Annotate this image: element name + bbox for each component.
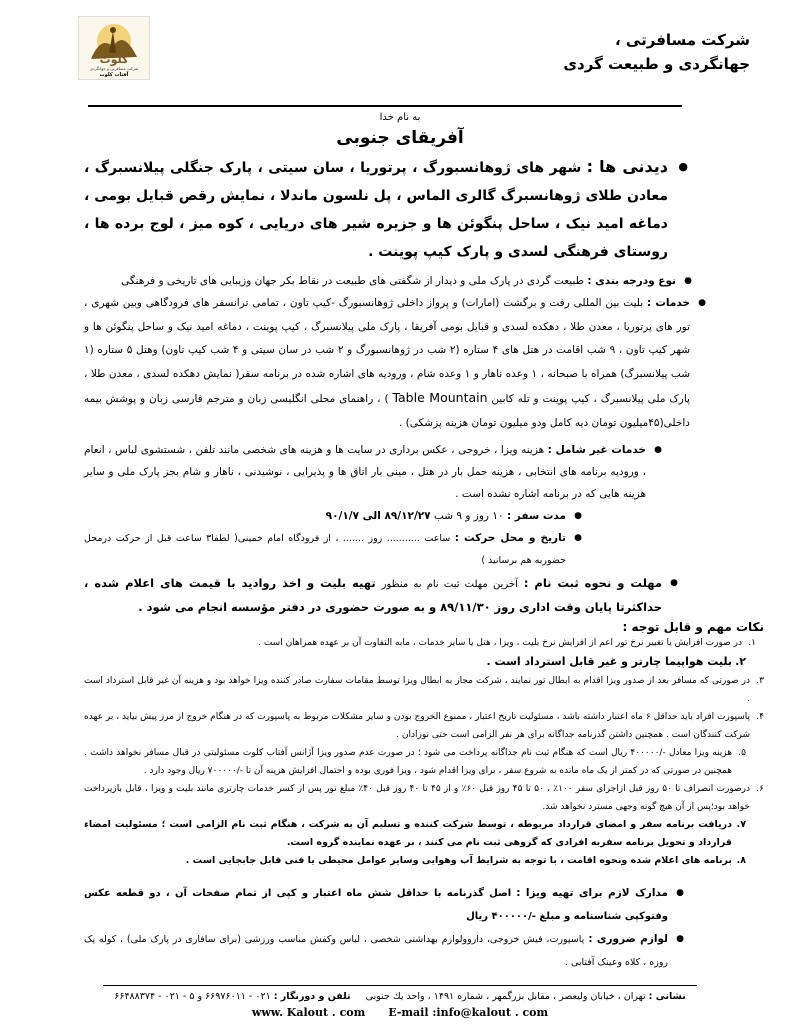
address-label: نشانی : — [648, 991, 686, 1002]
note-item — [84, 852, 746, 870]
duration-label: مدت سفر : — [506, 510, 566, 522]
phone-label: تلفن و دورنگار : — [273, 991, 351, 1002]
duration-item — [84, 505, 584, 527]
page-footer — [0, 985, 800, 1021]
footer-contact — [0, 989, 800, 1005]
notes-title: نکات مهم و قابل توجه : — [622, 620, 764, 634]
note-number: ۷. — [736, 819, 746, 830]
document-body — [84, 153, 764, 974]
deadline-text: تهیه بلیت و اخذ روادید با قیمت های اعلام شده ، حداکثرتا پایان وقت اداری روز ۸۹/۱۱/۳۰ و به صورت حضوری در دفتر مؤسسه انجام می شود . — [84, 576, 662, 614]
header-divider — [88, 105, 682, 107]
note-item — [84, 780, 764, 816]
note-item — [84, 672, 764, 708]
note-text: پاسپورت افراد باید حداقل ۶ ماه اعتبار داشته باشد ، مسئولیت تاریخ اعتبار ، ممنوع الخروج بودن و سایر مشکلات مربوط به پاسپورت که در هنگام خروج از مرز پیش بیاید ، بر عهده شرکت کنندگان است . همچنین داشتن گذرنامه جداگانه برای هر نفر الزامی است حتی نوزادان . — [84, 712, 751, 740]
essentials-text: پاسپورت، فیش خروجی، داروولوازم بهداشتی شخصی ، لباس وکفش مناسب ورزشی (برای سافاری در پارک ملی) ، کوله پک روزه ، کلاه وعینک آفتابی . — [84, 934, 668, 968]
departure-label: تاریخ و محل حرکت : — [454, 532, 566, 544]
excluded-item — [84, 439, 684, 505]
footer-divider — [103, 985, 697, 986]
tour-type-item — [84, 270, 694, 292]
company-logo — [78, 16, 150, 80]
note-item — [84, 744, 746, 780]
deadline-item — [84, 572, 680, 618]
excluded-label: خدمات غیر شامل : — [547, 444, 646, 456]
services-item — [84, 292, 708, 435]
essentials-label: لوازم ضروری : — [588, 933, 668, 945]
sights-item — [84, 153, 694, 266]
note-text: درصورت انصراف تا ۵۰ روز قبل ازاجرای سفر ۱۰۰٪ ، ۵۰ تا ۴۵ روز قبل ۶۰٪ و از ۴۵ تا ۴۰ روز قبل ۴۰٪ مبلغ تور پس از کسر خدمات چارتری مانند بلیت و ویزا ، قابل بازپرداخت خواهد بود؛پس از آن هیچ گونه وجهی مسترد نخواهد شد. — [84, 784, 751, 812]
note-number: ۶. — [756, 784, 764, 794]
note-text: در صورتی که مسافر بعد از صدور ویزا اقدام به ابطال تور نمایند ، شرکت مجاز به ابطال ویزا توسط مقامات سفارت صادر کننده ویزا خواهد بود و هزینه آن غیر قابل استرداد است . — [84, 676, 750, 704]
tour-type-text: طبیعت گردی در پارک ملی و دیدار از شگفتی های طبیعت در نقاط بکر جهان وزیبایی های تاریخی و فرهنگی — [121, 275, 584, 287]
services-text: بلیت بین المللی رفت و برگشت (امارات) و پرواز داخلی ژوهانسبورگ -کیپ تاون ، تمامی ترانسفر های فرودگاهی وبین شهری ، تور های پرتوریا ، معدن طلا ، دهکده لسدی و قبایل بومی آفریقا ، پارک ملی پیلانسبرگ ، کیپ پوینت ، دماغه امید نیک و ساحل پنگوئن ها و شهر کیپ تاون ، ۹ شب اقامت در هتل های ۴ ستاره (۲ شب در ژوهانسبورگ و ۲ شب در سان سیتی و ۴ شب کیپ تاون) وهتل ۵ ستاره (۱ شب پیلانسبرگ) همراه با صبحانه ، ۱ وعده ناهار و ۱ وعده شام ، ورودیه های اشاره شده در برنامه سفر( نمایش دهکده لسدی ، معدن طلا ، پارک ملی پیلانسبرگ ، کیپ پوینت و تله کابین — [84, 297, 690, 405]
services-text-end: ) ، راهنمای محلی انگلیسی زبان و مترجم فارسی زبان و پوشش بیمه داخلی(۴۵میلیون تومان دیه کامل ودو میلیون تومان هزینه پزشکی) . — [84, 393, 690, 429]
logo-emblem — [79, 17, 149, 79]
company-line-1: شرکت مسافرتی ، — [615, 31, 750, 49]
note-number: ۸. — [736, 855, 746, 866]
excluded-text: هزینه ویزا ، خروجی ، عکس برداری در سایت ها و هزینه های شخصی مانند تلفن ، شستشوی لباس ، انعام ، ورودیه برنامه های انتخابی ، هزینه حمل بار در هتل ، مینی بار اتاق ها و پذیرایی ، نوشیدنی ، ناهار و شام بجز پارک ملی و سایر هزینه هایی که در برنامه اشاره نشده است . — [84, 444, 646, 500]
bismillah: به نام خدا — [379, 112, 421, 123]
note-text: بلیت هواپیما چارتر و غیر قابل استرداد است . — [486, 655, 732, 668]
note-number: ۴. — [756, 712, 764, 722]
logo-subtitle: شرکت مسافرتی و جهانگردی — [89, 66, 139, 71]
deadline-lead: آخرین مهلت ثبت نام به منظور — [381, 579, 518, 590]
email-link[interactable]: E-mail :info@kalout . com — [388, 1006, 549, 1019]
phone-text: ۰۲۱ - ۶۶۹۷۶۰۱۱ و ۵ - ۰۲۱ - ۶۶۴۸۸۳۷۴ — [114, 991, 271, 1002]
sights-label: دیدنی ها : — [586, 157, 668, 176]
duration-text: ۱۰ روز و ۹ شب — [433, 510, 504, 522]
footer-web — [0, 1005, 800, 1021]
logo-title: کلوت — [99, 53, 129, 66]
document-title: آفریقای جنوبی — [336, 128, 464, 148]
note-text: هزینه ویزا معادل -/۴۰۰۰۰۰ ریال است که هنگام ثبت نام جداگانه پرداخت می شود ؛ در صورت عدم صدور ویزا آژانس آفتاب کلوت مسئولیتی در قبال مسافر نخواهد داشت . همچنین در صورتی که در کمتر از یک ماه مانده به شروع سفر ، برای ویزا اقدام شود ، ویزا فوری بوده و احتمال افزایش هزینه آن تا -/۷۰۰۰۰۰ ریال وجود دارد . — [84, 748, 733, 776]
departure-text: ساعت ........... روز ....... ، از فرودگاه امام خمینی( لطفا۳ ساعت قبل از حرکت درمحل حضوربه هم برسانید ) — [84, 533, 566, 566]
address-text: تهران ، خیابان ولیعصر ، مقابل بزرگمهر ، شماره ۱۴۹۱ ، واحد یك جنوبی — [365, 991, 646, 1002]
note-text: در صورت افزایش یا تغییر نرخ تور اعم از افزایش نرخ بلیت ، ویزا ، هتل یا سایر خدمات ، مابه التفاوت آن بر عهده همراهان است . — [258, 638, 742, 648]
note-number: ۳. — [756, 676, 764, 686]
note-number: ۲. — [735, 655, 746, 668]
website-link[interactable]: www. Kalout . com — [251, 1006, 366, 1019]
deadline-label: مهلت و نحوه ثبت نام : — [523, 576, 662, 590]
documents-label: مدارک لازم برای تهیه ویزا : — [516, 887, 668, 899]
sights-text: شهر های ژوهانسبورگ ، پرتوریا ، سان سیتی ، پارک جنگلی پیلانسبرگ ، معادن طلای ژوهانسبرگ گالری الماس ، پل نلسون ماندلا ، نمایش رقص قبایل بومی ، دماغه امید نیک ، ساحل پنگوئن ها و جزیره شیر های دریایی ، کوه میز ، لوج برده ها ، روستای فرهنگی لسدی و پارک کیپ پوینت . — [84, 160, 668, 260]
services-label: خدمات : — [647, 297, 691, 309]
services-latin: Table Mountain — [392, 390, 488, 405]
tour-type-label: نوع ودرجه بندی : — [587, 275, 676, 287]
note-number: ۵. — [738, 748, 746, 758]
essentials-item — [84, 928, 686, 974]
logo-name: آفتاب کلوت — [99, 72, 129, 78]
note-item — [84, 816, 746, 852]
note-item — [84, 652, 746, 672]
note-item — [84, 634, 756, 652]
note-text: دریافت برنامه سفر و امضای قرارداد مربوطه ، توسط شرکت کننده و تسلیم آن به شرکت ، هنگام ثبت نام الزامی است ؛ مسئولیت امضاء قرارداد و تحویل برنامه سفربه افرادی که گروهی ثبت نام می کنند ، بر عهده نماینده گروه است. — [84, 819, 732, 848]
company-header — [563, 28, 750, 76]
company-line-2: جهانگردی و طبیعت گردی — [563, 55, 750, 73]
documents-text: اصل گذرنامه با حداقل شش ماه اعتبار و کپی از تمام صفحات آن ، دو قطعه عکس وفتوکپی شناسنامه و مبلغ -/۴۰۰۰۰۰ ریال — [84, 888, 668, 922]
note-number: ۱. — [748, 638, 756, 648]
note-text: برنامه های اعلام شده ونحوه اقامت ، با توجه به شرایط آب وهوایی وسایر عوامل محیطی یا فنی قابل جابجایی است . — [185, 855, 732, 866]
departure-item — [84, 527, 584, 572]
duration-dates: ۸۹/۱۲/۲۷ الی ۹۰/۱/۷ — [325, 510, 431, 522]
note-item — [84, 708, 764, 744]
documents-item — [84, 882, 686, 928]
